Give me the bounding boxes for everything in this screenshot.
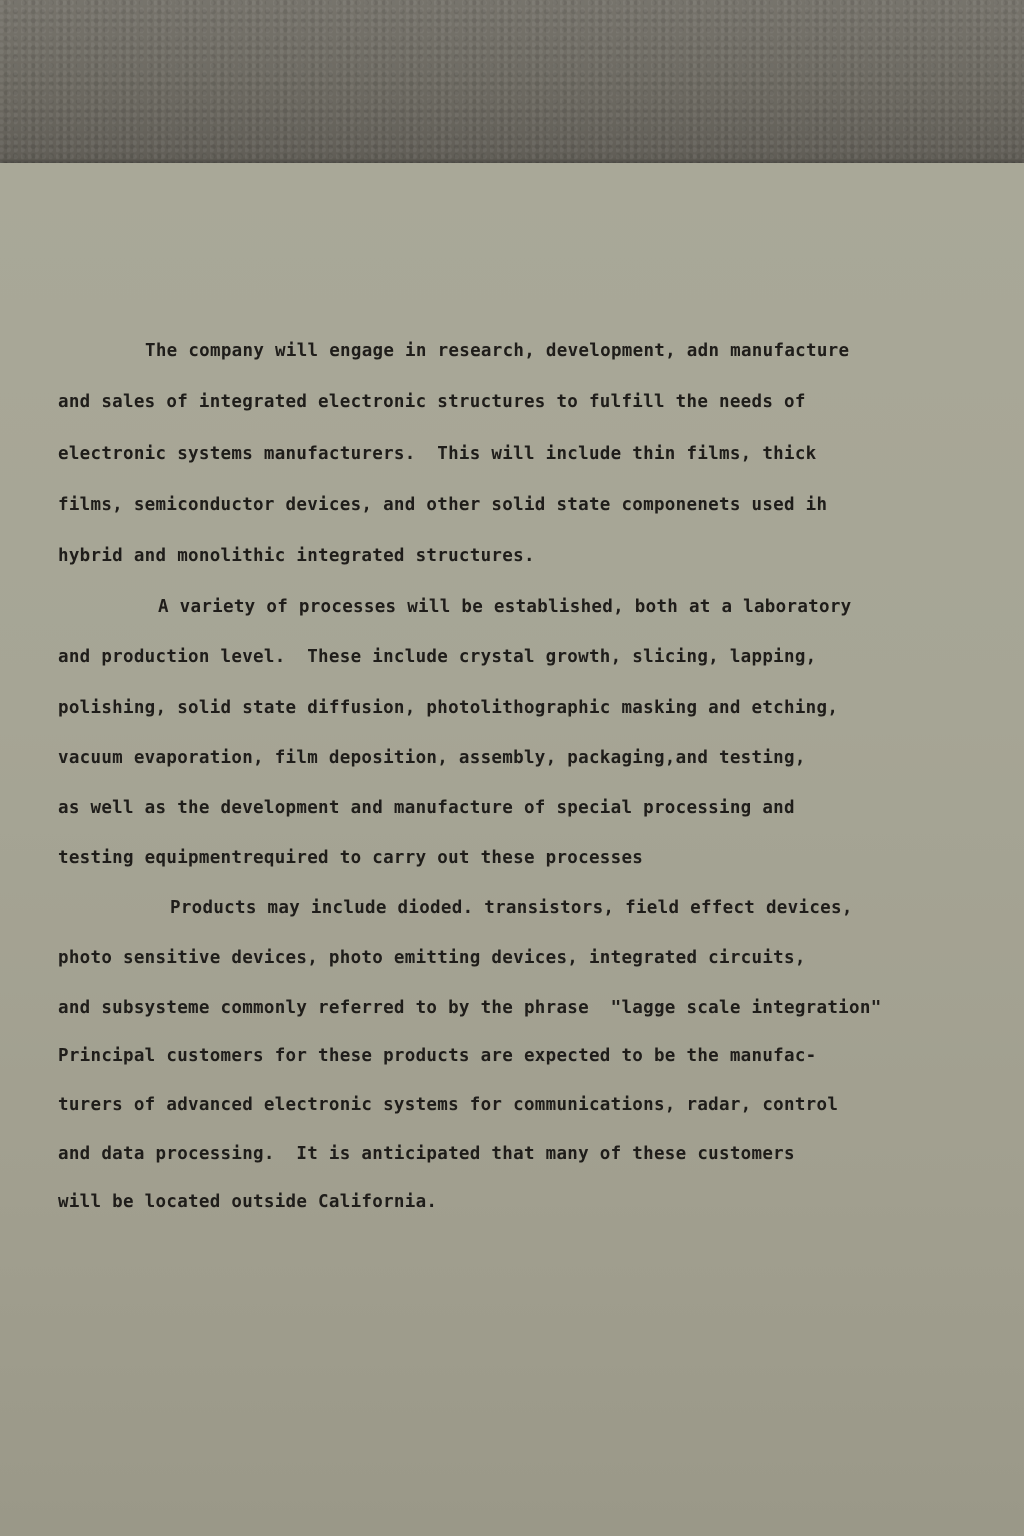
paragraph-1-line-4: films, semiconductor devices, and other solid state componenets used ih bbox=[58, 495, 828, 515]
typed-page bbox=[0, 163, 1024, 1536]
paragraph-3-line-4: Principal customers for these products are expected to be the manufac- bbox=[58, 1046, 817, 1066]
paragraph-2-line-1: A variety of processes will be established, both at a laboratory bbox=[158, 597, 852, 617]
paragraph-3-line-2: photo sensitive devices, photo emitting devices, integrated circuits, bbox=[58, 948, 806, 968]
paragraph-1-line-3: electronic systems manufacturers. This will include thin films, thick bbox=[58, 444, 817, 464]
paragraph-3-line-1: Products may include dioded. transistors, field effect devices, bbox=[170, 898, 853, 918]
paragraph-2-line-4: vacuum evaporation, film deposition, assembly, packaging,and testing, bbox=[58, 748, 806, 768]
paragraph-2-line-5: as well as the development and manufacture of special processing and bbox=[58, 798, 795, 818]
paragraph-3-line-6: and data processing. It is anticipated that many of these customers bbox=[58, 1144, 795, 1164]
paragraph-2-line-2: and production level. These include crystal growth, slicing, lapping, bbox=[58, 647, 817, 667]
paragraph-2-line-3: polishing, solid state diffusion, photolithographic masking and etching, bbox=[58, 698, 839, 718]
paragraph-3-line-7: will be located outside California. bbox=[58, 1192, 438, 1212]
typed-text-body bbox=[0, 163, 1024, 1536]
paragraph-3-line-3: and subsysteme commonly referred to by the phrase "lagge scale integration" bbox=[58, 998, 882, 1018]
paragraph-1-line-2: and sales of integrated electronic structures to fulfill the needs of bbox=[58, 392, 806, 412]
paragraph-3-line-5: turers of advanced electronic systems for communications, radar, control bbox=[58, 1095, 839, 1115]
paragraph-1-line-1: The company will engage in research, development, adn manufacture bbox=[145, 341, 850, 361]
paragraph-1-line-5: hybrid and monolithic integrated structures. bbox=[58, 546, 535, 566]
paragraph-2-line-6: testing equipmentrequired to carry out these processes bbox=[58, 848, 644, 868]
background-surface bbox=[0, 0, 1024, 168]
